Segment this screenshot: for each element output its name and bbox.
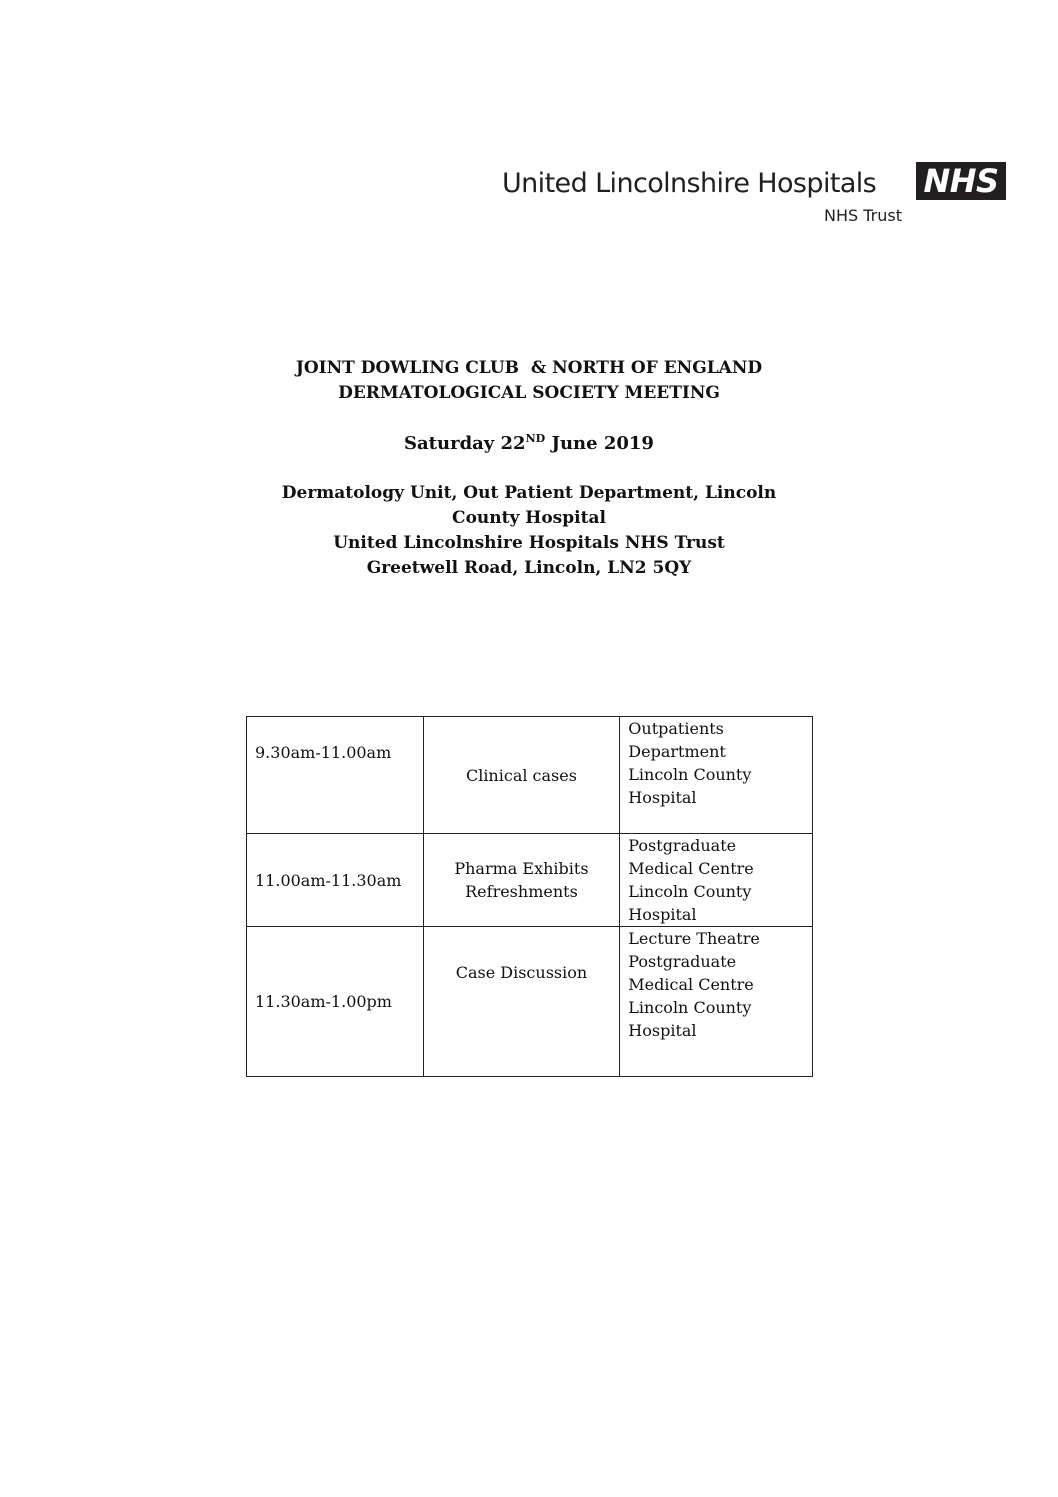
venue-line-3: United Lincolnshire Hospitals NHS Trust: [333, 533, 725, 553]
location-line: Hospital: [628, 905, 697, 924]
session-location: [620, 717, 813, 834]
activity-line: Pharma Exhibits: [454, 859, 589, 878]
logo-subtitle: NHS Trust: [824, 206, 902, 225]
location-line: Lincoln County: [628, 765, 752, 784]
table-row: [247, 717, 813, 834]
location-line: Medical Centre: [628, 975, 754, 994]
nhs-trust-logo: [500, 162, 1010, 232]
location-line: Postgraduate: [628, 836, 737, 855]
session-activity: [423, 927, 620, 1077]
activity-line: Case Discussion: [455, 963, 588, 982]
venue-line-1: Dermatology Unit, Out Patient Department, Lincoln: [281, 483, 777, 503]
date-suffix: June 2019: [545, 433, 654, 454]
logo-organisation-name: United Lincolnshire Hospitals: [502, 168, 877, 199]
location-line: Department: [628, 742, 726, 761]
venue-address: [0, 481, 1058, 581]
location-line: Lincoln County: [628, 998, 752, 1017]
session-time: 11.30am-1.00pm: [247, 927, 424, 1077]
date-prefix: Saturday 22: [404, 433, 526, 454]
location-line: Postgraduate: [628, 952, 737, 971]
table-row: [247, 927, 813, 1077]
session-time: 9.30am-11.00am: [247, 717, 424, 834]
session-activity: [423, 834, 620, 927]
venue-line-4: Greetwell Road, Lincoln, LN2 5QY: [366, 558, 692, 578]
meeting-title: [0, 356, 1058, 406]
location-line: Lecture Theatre: [628, 929, 760, 948]
session-location: [620, 927, 813, 1077]
location-line: Hospital: [628, 788, 697, 807]
activity-line: Clinical cases: [465, 765, 577, 785]
location-line: Lincoln County: [628, 882, 752, 901]
location-line: Hospital: [628, 1021, 697, 1040]
session-activity: [423, 717, 620, 834]
session-location: [620, 834, 813, 927]
venue-line-2: County Hospital: [452, 508, 606, 528]
session-time: 11.00am-11.30am: [247, 834, 424, 927]
nhs-badge: NHS: [916, 162, 1006, 200]
date-ordinal-suffix: ND: [525, 432, 546, 445]
schedule-table: [246, 716, 813, 1077]
meeting-title-line-2: DERMATOLOGICAL SOCIETY MEETING: [338, 383, 720, 403]
location-line: Outpatients: [628, 719, 724, 738]
meeting-title-line-1: JOINT DOWLING CLUB & NORTH OF ENGLAND: [295, 358, 763, 378]
location-line: Medical Centre: [628, 859, 754, 878]
meeting-date: [0, 431, 1058, 456]
activity-line: Refreshments: [465, 882, 578, 901]
table-row: [247, 834, 813, 927]
